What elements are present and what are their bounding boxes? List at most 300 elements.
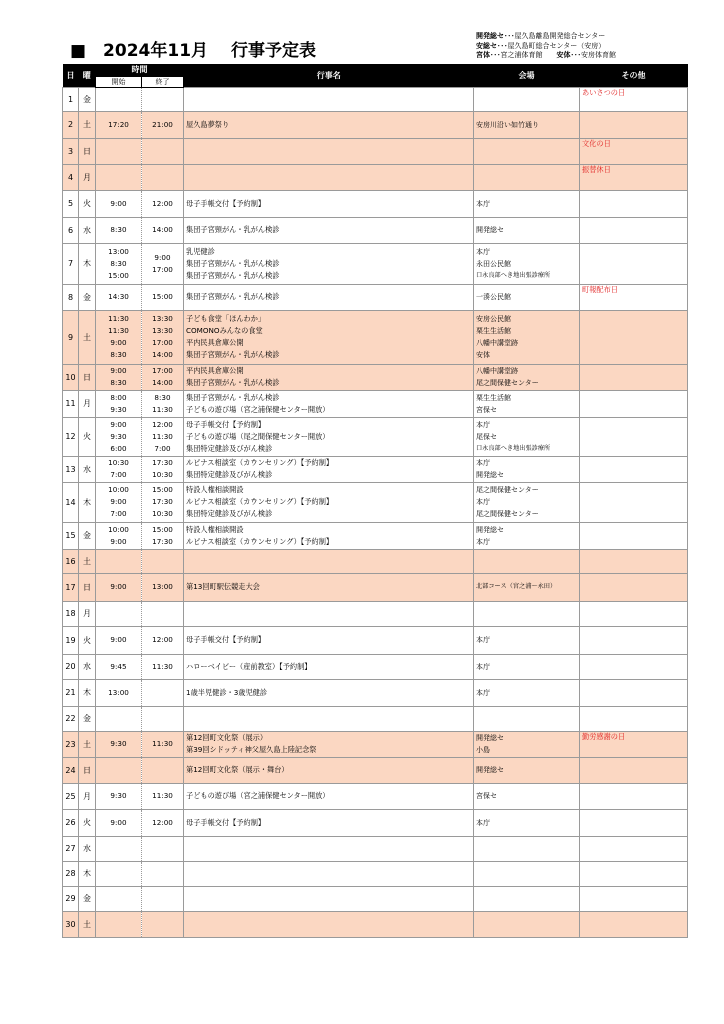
venue-cell <box>474 310 580 364</box>
start-time: 10:30 <box>108 458 129 467</box>
event-name: 第39回シドッティ神父屋久島上陸記念祭 <box>186 745 317 754</box>
start-time-cell <box>96 243 142 284</box>
venue-name: 口永良部へき地出張診療所 <box>476 271 551 279</box>
other-note <box>580 886 688 911</box>
venue-cell <box>474 164 580 190</box>
day-of-week: 水 <box>79 836 96 861</box>
venue-name: 開発総セ <box>476 471 504 479</box>
day-number: 27 <box>63 836 79 861</box>
end-time: 17:30 <box>152 458 173 467</box>
day-of-week: 月 <box>79 601 96 626</box>
event-cell <box>184 164 474 190</box>
end-time-cell <box>142 243 184 284</box>
other-note <box>580 417 688 456</box>
venue-name: 本庁 <box>476 662 490 671</box>
start-time-cell <box>96 731 142 757</box>
end-time-cell <box>142 190 184 217</box>
day-number: 20 <box>63 654 79 679</box>
end-time-cell <box>142 886 184 911</box>
event-name: ルピナス相談室（カウンセリング）【予約制】 <box>186 458 334 467</box>
day-number: 3 <box>63 138 79 164</box>
day-number: 29 <box>63 886 79 911</box>
day-number: 11 <box>63 390 79 417</box>
end-time-cell <box>142 836 184 861</box>
schedule-row <box>63 601 688 626</box>
venue-cell <box>474 809 580 836</box>
header-other: その他 <box>580 64 688 87</box>
other-note <box>580 364 688 390</box>
other-note <box>580 626 688 654</box>
schedule-row <box>63 783 688 809</box>
schedule-table <box>62 64 688 938</box>
start-time: 8:30 <box>110 378 127 387</box>
venue-name: 八幡中講堂跡 <box>476 367 518 375</box>
end-time-cell <box>142 217 184 243</box>
end-time: 14:00 <box>152 350 173 359</box>
end-time-cell <box>142 284 184 310</box>
start-time: 14:30 <box>108 292 129 301</box>
event-name: 集団子宮頸がん・乳がん検診 <box>186 378 280 387</box>
event-cell <box>184 417 474 456</box>
schedule-row <box>63 364 688 390</box>
end-time: 15:00 <box>152 292 173 301</box>
end-time: 12:00 <box>152 419 173 429</box>
schedule-row <box>63 861 688 886</box>
day-of-week: 金 <box>79 522 96 549</box>
other-note <box>580 111 688 138</box>
start-time: 7:00 <box>110 470 127 479</box>
day-of-week: 金 <box>79 886 96 911</box>
event-cell <box>184 522 474 549</box>
schedule-row <box>63 706 688 731</box>
page-title: ■ 2024年11月 行事予定表 <box>70 41 316 61</box>
day-number: 21 <box>63 679 79 706</box>
venue-name: 本庁 <box>476 459 490 467</box>
day-number: 10 <box>63 364 79 390</box>
start-time: 8:30 <box>110 225 127 234</box>
day-of-week: 水 <box>79 217 96 243</box>
day-of-week: 金 <box>79 87 96 111</box>
end-time-cell <box>142 111 184 138</box>
event-cell <box>184 731 474 757</box>
venue-name: 宮保セ <box>476 405 497 414</box>
day-of-week: 土 <box>79 731 96 757</box>
end-time-cell <box>142 706 184 731</box>
start-time: 10:00 <box>108 485 129 494</box>
schedule-row <box>63 573 688 601</box>
end-time-cell <box>142 522 184 549</box>
day-number: 13 <box>63 456 79 482</box>
other-note: 文化の日 <box>580 138 688 164</box>
end-time-cell <box>142 654 184 679</box>
end-time: 12:00 <box>152 817 173 827</box>
event-cell <box>184 138 474 164</box>
venue-cell <box>474 626 580 654</box>
venue-name: 本庁 <box>476 247 490 256</box>
header-time: 時間 <box>96 64 184 76</box>
start-time: 9:00 <box>110 497 127 506</box>
start-time-cell <box>96 861 142 886</box>
day-of-week: 土 <box>79 549 96 573</box>
schedule-row <box>63 111 688 138</box>
start-time: 9:00 <box>110 338 127 347</box>
end-time: 13:30 <box>152 326 173 335</box>
event-name: COMONOみんなの食堂 <box>186 326 263 335</box>
start-time: 11:30 <box>108 314 129 323</box>
end-time: 15:00 <box>152 524 173 534</box>
day-of-week: 月 <box>79 390 96 417</box>
event-cell <box>184 243 474 284</box>
event-cell <box>184 626 474 654</box>
venue-name: 開発総セ <box>476 766 504 774</box>
start-time-cell <box>96 601 142 626</box>
day-number: 18 <box>63 601 79 626</box>
event-name: 母子手帳交付【予約制】 <box>186 198 266 208</box>
day-number: 19 <box>63 626 79 654</box>
event-name: 集団子宮頸がん・乳がん検診 <box>186 392 280 402</box>
end-time-cell <box>142 861 184 886</box>
event-cell <box>184 111 474 138</box>
event-name: 平内民具倉庫公開 <box>186 338 244 347</box>
day-number: 5 <box>63 190 79 217</box>
event-name: 第12回町文化祭（展示・舞台） <box>186 765 289 774</box>
event-cell <box>184 654 474 679</box>
event-cell <box>184 679 474 706</box>
venue-cell <box>474 573 580 601</box>
day-of-week: 火 <box>79 809 96 836</box>
start-time-cell <box>96 456 142 482</box>
event-name: 子ども食堂「ほんわか」 <box>186 314 266 323</box>
event-cell <box>184 284 474 310</box>
start-time: 8:30 <box>110 258 127 268</box>
end-time-cell <box>142 456 184 482</box>
start-time: 9:00 <box>110 198 127 208</box>
day-of-week: 土 <box>79 911 96 937</box>
venue-cell <box>474 390 580 417</box>
other-note: 振替休日 <box>580 164 688 190</box>
event-cell <box>184 310 474 364</box>
header-end: 終了 <box>142 76 184 87</box>
day-of-week: 木 <box>79 861 96 886</box>
event-cell <box>184 809 474 836</box>
event-name: ルピナス相談室（カウンセリング）【予約制】 <box>186 497 334 506</box>
venue-name: 口永良部へき地出張診療所 <box>476 444 551 452</box>
day-number: 30 <box>63 911 79 937</box>
schedule-row <box>63 417 688 456</box>
day-of-week: 木 <box>79 482 96 522</box>
end-time-cell <box>142 310 184 364</box>
event-cell <box>184 573 474 601</box>
end-time: 17:00 <box>152 338 173 347</box>
other-note <box>580 243 688 284</box>
header-start: 開始 <box>96 76 142 87</box>
day-number: 25 <box>63 783 79 809</box>
event-name: 乳児健診 <box>186 246 215 256</box>
day-of-week: 土 <box>79 310 96 364</box>
start-time: 13:00 <box>108 246 129 256</box>
start-time: 10:00 <box>108 524 129 534</box>
start-time-cell <box>96 482 142 522</box>
start-time: 9:00 <box>110 582 127 591</box>
event-name: 母子手帳交付【予約制】 <box>186 635 266 644</box>
end-time-cell <box>142 911 184 937</box>
venue-name: 一湊公民館 <box>476 293 511 301</box>
venue-cell <box>474 911 580 937</box>
end-time: 13:00 <box>152 582 173 591</box>
event-name: ルピナス相談室（カウンセリング）【予約制】 <box>186 536 334 546</box>
end-time: 14:00 <box>152 225 173 234</box>
start-time-cell <box>96 417 142 456</box>
event-cell <box>184 783 474 809</box>
venue-cell <box>474 217 580 243</box>
end-time: 17:00 <box>152 264 173 274</box>
day-of-week: 日 <box>79 757 96 783</box>
end-time: 17:30 <box>152 536 173 546</box>
other-note: 町報配布日 <box>580 284 688 310</box>
start-time-cell <box>96 549 142 573</box>
venue-cell <box>474 87 580 111</box>
day-of-week: 日 <box>79 573 96 601</box>
venue-legend <box>476 32 616 61</box>
event-name: 子どもの遊び場（宮之浦保健センター開放） <box>186 404 330 414</box>
venue-cell <box>474 522 580 549</box>
start-time: 9:00 <box>110 419 127 429</box>
venue-cell <box>474 679 580 706</box>
venue-name: 本庁 <box>476 199 490 208</box>
other-note <box>580 654 688 679</box>
start-time-cell <box>96 87 142 111</box>
other-note <box>580 757 688 783</box>
end-time-cell <box>142 757 184 783</box>
day-number: 24 <box>63 757 79 783</box>
venue-name: 尾之間保健センター <box>476 379 539 387</box>
start-time-cell <box>96 390 142 417</box>
end-time: 12:00 <box>152 198 173 208</box>
start-time-cell <box>96 654 142 679</box>
start-time: 9:00 <box>110 536 127 546</box>
day-number: 2 <box>63 111 79 138</box>
event-cell <box>184 482 474 522</box>
schedule-row <box>63 626 688 654</box>
start-time: 7:00 <box>110 509 127 518</box>
start-time-cell <box>96 626 142 654</box>
venue-name: 開発総セ <box>476 525 504 534</box>
event-name: 第13回町駅伝競走大会 <box>186 582 260 591</box>
other-note <box>580 482 688 522</box>
start-time: 9:00 <box>110 635 127 644</box>
day-number: 23 <box>63 731 79 757</box>
event-name: 集団特定健診及びがん検診 <box>186 470 273 479</box>
venue-cell <box>474 417 580 456</box>
schedule-row <box>63 549 688 573</box>
venue-cell <box>474 836 580 861</box>
end-time-cell <box>142 138 184 164</box>
end-time-cell <box>142 783 184 809</box>
event-name: 母子手帳交付【予約制】 <box>186 419 266 429</box>
event-cell <box>184 757 474 783</box>
day-of-week: 日 <box>79 364 96 390</box>
end-time-cell <box>142 549 184 573</box>
day-number: 1 <box>63 87 79 111</box>
start-time-cell <box>96 679 142 706</box>
event-name: ハローベイビー（産前教室）【予約制】 <box>186 661 312 671</box>
venue-name: 尾之間保健センター <box>476 510 539 518</box>
event-name: 集団子宮頸がん・乳がん検診 <box>186 270 280 280</box>
event-name: 集団子宮頸がん・乳がん検診 <box>186 292 280 301</box>
event-cell <box>184 390 474 417</box>
end-time: 11:30 <box>152 739 173 748</box>
event-cell <box>184 706 474 731</box>
event-cell <box>184 217 474 243</box>
venue-cell <box>474 111 580 138</box>
end-time: 14:00 <box>152 378 173 387</box>
start-time: 13:00 <box>108 687 129 697</box>
schedule-row <box>63 836 688 861</box>
schedule-row <box>63 190 688 217</box>
day-number: 15 <box>63 522 79 549</box>
day-of-week: 木 <box>79 243 96 284</box>
day-number: 26 <box>63 809 79 836</box>
end-time: 13:30 <box>152 314 173 323</box>
venue-name: 本庁 <box>476 636 490 644</box>
venue-name: 尾保セ <box>476 432 497 441</box>
event-cell <box>184 364 474 390</box>
day-of-week: 日 <box>79 138 96 164</box>
schedule-row <box>63 654 688 679</box>
venue-cell <box>474 190 580 217</box>
start-time-cell <box>96 217 142 243</box>
schedule-row <box>63 456 688 482</box>
end-time-cell <box>142 364 184 390</box>
header-event: 行事名 <box>184 64 474 87</box>
schedule-row <box>63 87 688 111</box>
legend-line: 安総セ･･･屋久島町総合センター（安房） <box>476 41 606 50</box>
start-time: 17:20 <box>108 119 129 129</box>
end-time: 11:30 <box>152 404 173 414</box>
other-note: あいさつの日 <box>580 87 688 111</box>
day-number: 14 <box>63 482 79 522</box>
venue-cell <box>474 757 580 783</box>
venue-name: 安房川沿い如竹通り <box>476 120 539 129</box>
event-name: 子どもの遊び場（尾之間保健センター開放） <box>186 431 330 441</box>
schedule-row <box>63 809 688 836</box>
day-of-week: 金 <box>79 284 96 310</box>
venue-name: 宮保セ <box>476 792 497 800</box>
end-time-cell <box>142 87 184 111</box>
start-time-cell <box>96 706 142 731</box>
venue-cell <box>474 138 580 164</box>
schedule-body <box>63 87 688 937</box>
schedule-row <box>63 284 688 310</box>
end-time: 10:30 <box>152 509 173 518</box>
other-note <box>580 911 688 937</box>
header-dow: 曜 <box>79 64 96 87</box>
venue-cell <box>474 886 580 911</box>
day-number: 4 <box>63 164 79 190</box>
event-name: 集団子宮頸がん・乳がん検診 <box>186 225 280 234</box>
end-time-cell <box>142 679 184 706</box>
other-note <box>580 861 688 886</box>
start-time-cell <box>96 886 142 911</box>
other-note <box>580 190 688 217</box>
start-time-cell <box>96 190 142 217</box>
event-cell <box>184 601 474 626</box>
day-of-week: 火 <box>79 626 96 654</box>
end-time: 9:00 <box>154 252 171 262</box>
day-of-week: 火 <box>79 190 96 217</box>
start-time-cell <box>96 783 142 809</box>
day-number: 6 <box>63 217 79 243</box>
start-time: 15:00 <box>108 270 129 280</box>
schedule-row <box>63 482 688 522</box>
day-of-week: 土 <box>79 111 96 138</box>
other-note <box>580 456 688 482</box>
venue-name: 栗生生活館 <box>476 393 511 402</box>
end-time: 11:30 <box>152 431 173 441</box>
schedule-row <box>63 138 688 164</box>
other-note <box>580 836 688 861</box>
venue-name: 本庁 <box>476 688 490 697</box>
start-time-cell <box>96 164 142 190</box>
start-time: 8:30 <box>110 350 127 359</box>
schedule-row <box>63 164 688 190</box>
end-time: 8:30 <box>154 392 171 402</box>
event-name: 1歳半児健診・3歳児健診 <box>186 687 268 697</box>
schedule-row <box>63 679 688 706</box>
day-number: 17 <box>63 573 79 601</box>
legend-line: 宮体･･･宮之浦体育館 安体･･･安房体育館 <box>476 51 616 59</box>
end-time: 7:00 <box>154 443 171 453</box>
venue-name: 小島 <box>476 746 490 754</box>
day-of-week: 水 <box>79 654 96 679</box>
start-time-cell <box>96 836 142 861</box>
venue-name: 安体 <box>476 351 490 359</box>
end-time: 11:30 <box>152 791 173 800</box>
end-time-cell <box>142 809 184 836</box>
end-time-cell <box>142 601 184 626</box>
day-of-week: 水 <box>79 456 96 482</box>
other-note <box>580 706 688 731</box>
start-time: 11:30 <box>108 326 129 335</box>
event-cell <box>184 549 474 573</box>
start-time: 9:00 <box>110 817 127 827</box>
end-time-cell <box>142 390 184 417</box>
end-time-cell <box>142 417 184 456</box>
event-name: 集団特定健診及びがん検診 <box>186 509 273 518</box>
venue-cell <box>474 706 580 731</box>
other-note <box>580 809 688 836</box>
other-note: 勤労感謝の日 <box>580 731 688 757</box>
event-name: 集団子宮頸がん・乳がん検診 <box>186 258 280 268</box>
other-note <box>580 522 688 549</box>
event-cell <box>184 87 474 111</box>
event-cell <box>184 886 474 911</box>
venue-name: 開発総セ <box>476 734 504 742</box>
other-note <box>580 573 688 601</box>
other-note <box>580 217 688 243</box>
venue-cell <box>474 482 580 522</box>
venue-name: 本庁 <box>476 537 490 546</box>
other-note <box>580 601 688 626</box>
event-cell <box>184 861 474 886</box>
start-time: 9:30 <box>110 739 127 748</box>
other-note <box>580 549 688 573</box>
venue-cell <box>474 364 580 390</box>
end-time: 17:00 <box>152 366 173 375</box>
other-note <box>580 390 688 417</box>
end-time: 17:30 <box>152 497 173 506</box>
end-time-cell <box>142 164 184 190</box>
